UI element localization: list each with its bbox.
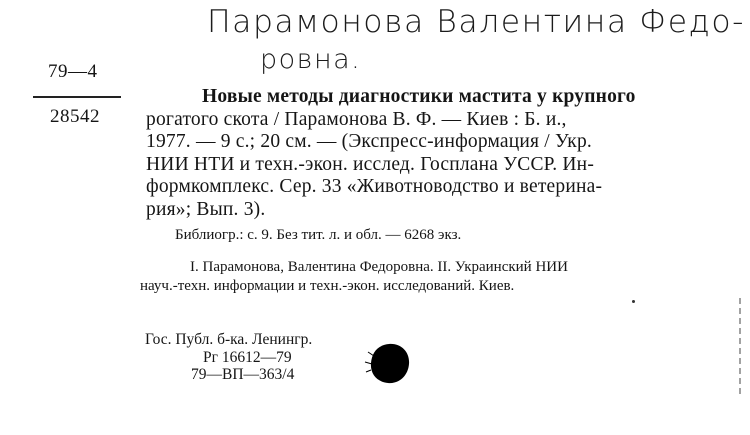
entry-line: [146, 86, 742, 109]
edge-mark: [738, 298, 742, 398]
holder-line-3: 79—ВП—363/4: [191, 366, 295, 383]
classification-number: 79—4: [48, 61, 98, 82]
entry-line: рия»; Вып. 3).: [146, 198, 266, 220]
entry-title: Новые методы диагностики мастита у крупного: [202, 86, 636, 107]
ink-blot: [362, 338, 416, 388]
main-entry: [146, 86, 742, 221]
paper-speck: [632, 300, 635, 303]
handwriting-line-2: ровна.: [260, 44, 362, 74]
entry-line: НИИ НТИ и техн.-экон. исслед. Госплана УССР. Ин-: [146, 153, 595, 175]
library-holder: [145, 331, 312, 384]
handwriting-drawing: [205, 4, 750, 74]
registration-number: 28542: [50, 106, 100, 127]
added-entries-line-2: науч.-техн. информации и техн.-экон. исследований. Киев.: [140, 278, 515, 294]
classification-divider: [33, 96, 121, 98]
added-entries-line-1: I. Парамонова, Валентина Федоровна. II. Украинский НИИ: [190, 259, 568, 275]
holder-line-1: Гос. Публ. б-ка. Ленингр.: [145, 331, 313, 348]
bibliography-note: Библиогр.: с. 9. Без тит. л. и обл. — 6268 экз.: [175, 227, 462, 243]
entry-line: 1977. — 9 с.; 20 см. — (Экспресс-информация / Укр.: [146, 131, 592, 152]
holder-line-2: Рг 16612—79: [203, 348, 292, 366]
handwritten-annotation: [205, 4, 750, 74]
entry-line: рогатого скота / Парамонова В. Ф. — Киев : Б. и.,: [146, 108, 567, 130]
entry-line: формкомплекс. Сер. 33 «Животноводство и ветерина-: [146, 176, 603, 197]
handwriting-line-1: Парамонова Валентина Федо-: [207, 4, 745, 40]
